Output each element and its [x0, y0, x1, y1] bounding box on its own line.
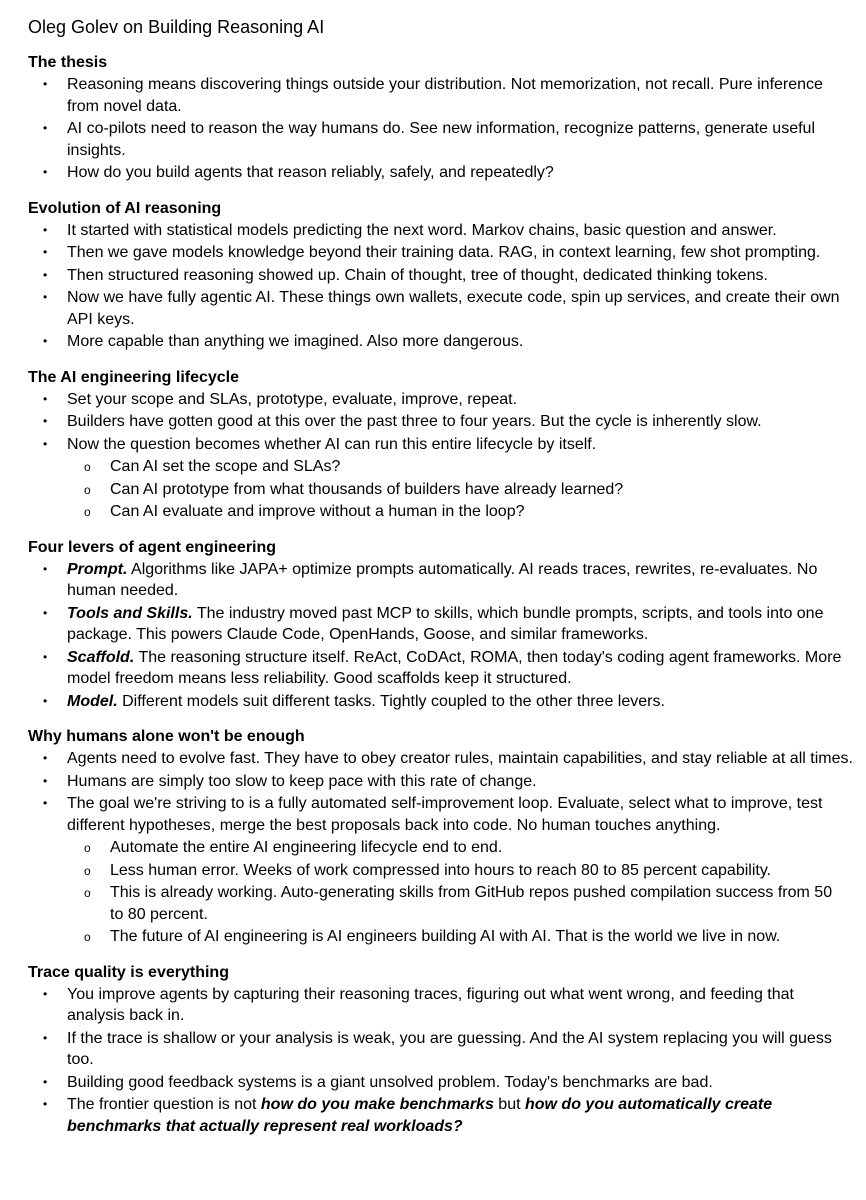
sub-bullet-list — [67, 456, 854, 523]
list-item — [28, 1094, 866, 1137]
list-item-text: If the trace is shallow or your analysis is weak, you are guessing. And the AI system replacing you will guess too. — [67, 1029, 832, 1068]
bullet-icon: • — [43, 986, 48, 1001]
list-item-text: AI co-pilots need to reason the way humans do. See new information, recognize patterns, generate useful insights. — [67, 120, 815, 159]
bullet-icon: • — [43, 267, 48, 282]
list-item-text: Set your scope and SLAs, prototype, evaluate, improve, repeat. — [67, 390, 518, 408]
bullet-icon: • — [43, 334, 48, 348]
list-item-text: The goal we're striving to is a fully automated self-improvement loop. Evaluate, select what to improve, test different hypotheses, merge the best proposals back into code. No human touches anything. — [67, 795, 823, 834]
list-item — [28, 748, 866, 770]
bullet-icon: • — [43, 796, 48, 810]
section-thesis — [28, 52, 866, 184]
sub-list-item-text: Automate the entire AI engineering lifecycle end to end. — [110, 839, 503, 856]
list-item — [28, 287, 866, 330]
bullet-list — [28, 220, 866, 353]
list-item — [28, 771, 866, 793]
bullet-icon: • — [43, 290, 48, 304]
list-item-text: More capable than anything we imagined. Also more dangerous. — [67, 333, 524, 350]
bullet-list — [28, 389, 866, 523]
list-item-text: The reasoning structure itself. ReAct, CoDAct, ROMA, then today's coding agent frameworks. More model freedom means less reliability. Good scaffolds keep it structured. — [67, 648, 842, 687]
bullet-icon: • — [43, 77, 48, 91]
list-item-text: Then structured reasoning showed up. Chain of thought, tree of thought, dedicated thinking tokens. — [67, 266, 768, 284]
list-item-text: Building good feedback systems is a giant unsolved problem. Today's benchmarks are bad. — [67, 1073, 713, 1091]
section-heading: The thesis — [28, 54, 108, 71]
list-item — [28, 647, 866, 690]
bullet-icon: • — [43, 121, 48, 135]
bullet-icon: • — [43, 751, 48, 765]
bullet-icon: • — [43, 414, 48, 428]
list-item — [28, 389, 866, 411]
bullet-list — [28, 559, 866, 713]
lever-name: Prompt. — [67, 560, 128, 578]
section-heading: Four levers of agent engineering — [28, 538, 277, 556]
sub-list-item — [67, 837, 854, 859]
emphasized-question: how do you automatically create benchmarks that actually represent real workloads? — [67, 1096, 773, 1135]
hollow-bullet-icon: o — [84, 505, 91, 519]
section-four-levers — [28, 537, 866, 713]
list-item — [28, 793, 866, 948]
list-item — [28, 984, 866, 1027]
sub-list-item — [67, 456, 854, 478]
list-item-text: Then we gave models knowledge beyond their training data. RAG, in context learning, few shot prompting. — [67, 244, 821, 261]
bullet-icon: • — [43, 391, 48, 406]
sub-list-item — [67, 860, 854, 882]
sub-list-item — [67, 926, 854, 948]
sub-list-item-text: This is already working. Auto-generating skills from GitHub repos pushed compilation success from 50 to 80 percent. — [110, 884, 833, 923]
bullet-icon: • — [43, 222, 48, 237]
list-item-text: Algorithms like JAPA+ optimize prompts automatically. AI reads traces, rewrites, re-evaluates. No human needed. — [67, 560, 818, 599]
sub-list-item — [67, 882, 854, 925]
list-item-text: The frontier question is not — [67, 1096, 261, 1113]
list-item — [28, 1028, 866, 1071]
bullet-list — [28, 984, 866, 1138]
list-item-text: Builders have gotten good at this over the past three to four years. But the cycle is inherently slow. — [67, 413, 762, 430]
hollow-bullet-icon: o — [84, 482, 91, 497]
sub-list-item-text: Can AI evaluate and improve without a human in the loop? — [110, 503, 525, 520]
bullet-list — [28, 74, 866, 184]
list-item-text: Now we have fully agentic AI. These things own wallets, execute code, spin up services, and create their own API keys. — [67, 289, 840, 328]
sub-list-item-text: Can AI prototype from what thousands of builders have already learned? — [110, 480, 624, 498]
section-evolution — [28, 198, 866, 353]
bullet-icon: • — [43, 165, 48, 179]
hollow-bullet-icon: o — [84, 930, 91, 944]
bullet-icon: • — [43, 1097, 48, 1111]
section-lifecycle — [28, 367, 866, 523]
section-humans-not-enough — [28, 726, 866, 948]
list-item — [28, 603, 866, 646]
bullet-icon: • — [43, 773, 48, 788]
bullet-icon: • — [43, 605, 48, 620]
sub-list-item — [67, 479, 854, 501]
lever-name: Tools and Skills. — [67, 604, 193, 622]
bullet-icon: • — [43, 561, 48, 576]
list-item-text: You improve agents by capturing their reasoning traces, figuring out what went wrong, and feeding that analysis back in. — [67, 985, 794, 1024]
list-item — [28, 162, 866, 184]
list-item-text: Reasoning means discovering things outside your distribution. Not memorization, not recall. Pure inference from novel data. — [67, 76, 823, 115]
hollow-bullet-icon: o — [84, 863, 91, 878]
list-item-text: but — [493, 1096, 525, 1113]
bullet-icon: • — [43, 693, 48, 708]
hollow-bullet-icon: o — [84, 460, 91, 474]
list-item — [28, 559, 866, 602]
list-item-text: Humans are simply too slow to keep pace with this rate of change. — [67, 772, 537, 790]
sub-list-item-text: Can AI set the scope and SLAs? — [110, 458, 341, 475]
section-heading: Why humans alone won't be enough — [28, 728, 305, 745]
list-item — [28, 265, 866, 287]
list-item-text: It started with statistical models predicting the next word. Markov chains, basic question and answer. — [67, 221, 777, 239]
list-item-text: Agents need to evolve fast. They have to obey creator rules, maintain capabilities, and stay reliable at all times. — [67, 750, 853, 767]
list-item — [28, 74, 866, 117]
hollow-bullet-icon: o — [84, 841, 91, 855]
list-item-text: The industry moved past MCP to skills, which bundle prompts, scripts, and tools into one package. This powers Claude Code, OpenHands, Goose, and similar frameworks. — [67, 604, 824, 643]
lever-name: Scaffold. — [67, 648, 135, 666]
bullet-list — [28, 748, 866, 948]
section-heading: The AI engineering lifecycle — [28, 368, 240, 386]
list-item — [28, 434, 866, 523]
section-trace-quality — [28, 962, 866, 1138]
list-item-text: Now the question becomes whether AI can run this entire lifecycle by itself. — [67, 435, 597, 453]
emphasized-question: how do you make benchmarks — [260, 1096, 494, 1113]
list-item — [28, 220, 866, 242]
lever-name: Model. — [67, 692, 118, 710]
hollow-bullet-icon: o — [84, 886, 91, 900]
list-item — [28, 1072, 866, 1094]
section-heading: Trace quality is everything — [28, 963, 229, 981]
sub-list-item — [67, 501, 854, 523]
list-item — [28, 411, 866, 433]
sub-list-item-text: Less human error. Weeks of work compressed into hours to reach 80 to 85 percent capability. — [110, 861, 772, 879]
sub-list-item-text: The future of AI engineering is AI engineers building AI with AI. That is the world we live in now. — [110, 928, 781, 945]
section-heading: Evolution of AI reasoning — [28, 199, 222, 217]
bullet-icon: • — [43, 1030, 48, 1045]
bullet-icon: • — [43, 1074, 48, 1089]
bullet-icon: • — [43, 245, 48, 259]
bullet-icon: • — [43, 649, 48, 664]
document-title: Oleg Golev on Building Reasoning AI — [28, 17, 325, 37]
list-item — [28, 691, 866, 713]
list-item-text: How do you build agents that reason reliably, safely, and repeatedly? — [67, 164, 554, 181]
list-item — [28, 118, 866, 161]
list-item — [28, 242, 866, 264]
list-item — [28, 331, 866, 353]
sub-bullet-list — [67, 837, 854, 948]
list-item-text: Different models suit different tasks. Tightly coupled to the other three levers. — [117, 692, 665, 710]
bullet-icon: • — [43, 436, 48, 451]
